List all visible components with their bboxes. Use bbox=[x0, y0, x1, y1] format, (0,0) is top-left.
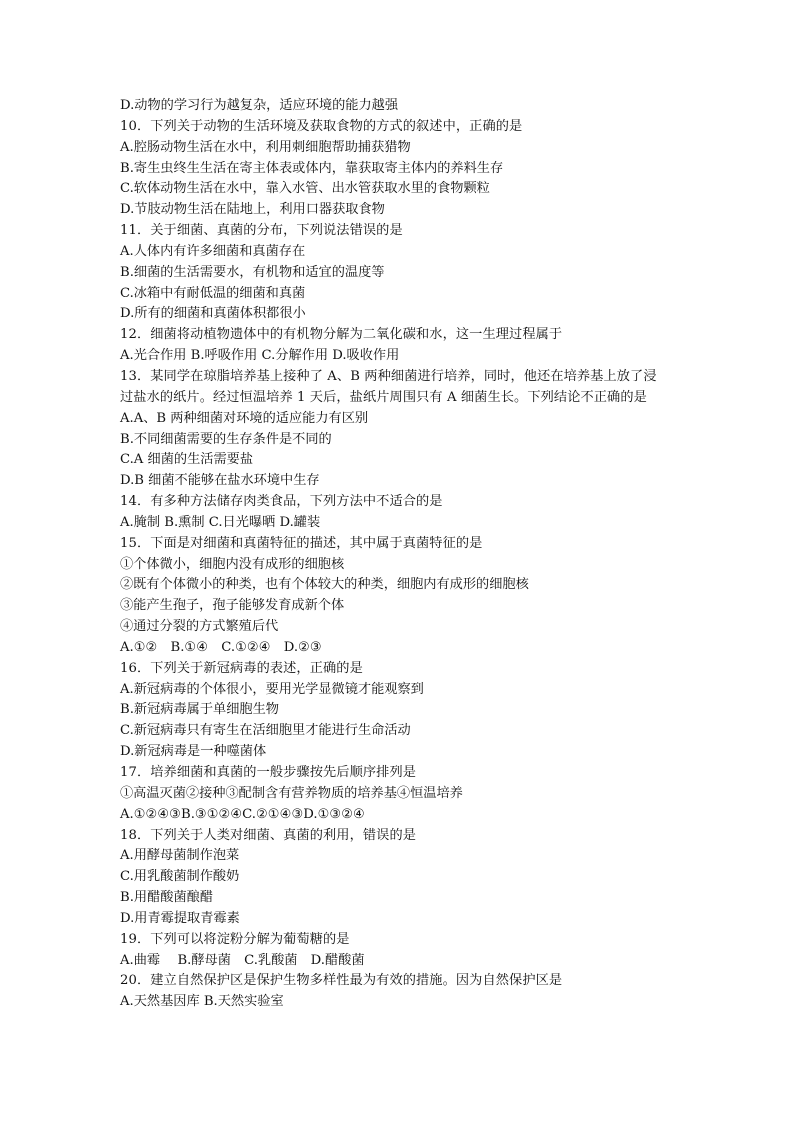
question-13-continued: 过盐水的纸片。经过恒温培养 1 天后，盐纸片周围只有 A 细菌生长。下列结论不正确的是 bbox=[120, 389, 647, 405]
question-19: 19．下列可以将淀粉分解为葡萄糖的是 bbox=[120, 931, 350, 947]
option-line: D.所有的细菌和真菌体积都很小 bbox=[120, 306, 306, 322]
option-line: A.光合作用 B.呼吸作用 C.分解作用 D.吸收作用 bbox=[120, 348, 400, 364]
statement-line: ①高温灭菌②接种③配制含有营养物质的培养基④恒温培养 bbox=[120, 785, 463, 801]
statement-line: ①个体微小，细胞内没有成形的细胞核 bbox=[120, 556, 345, 572]
option-line: B.不同细菌需要的生存条件是不同的 bbox=[120, 431, 332, 447]
option-line: A.①②④③B.③①②④C.②①④③D.①③②④ bbox=[120, 806, 365, 822]
option-line: C.用乳酸菌制作酸奶 bbox=[120, 869, 240, 885]
question-13: 13．某同学在琼脂培养基上接种了 A、B 两种细菌进行培养，同时，他还在培养基上放了浸 bbox=[120, 368, 657, 384]
question-17: 17．培养细菌和真菌的一般步骤按先后顺序排列是 bbox=[120, 765, 417, 780]
question-15: 15．下面是对细菌和真菌特征的描述，其中属于真菌特征的是 bbox=[120, 535, 483, 551]
option-line: B.细菌的生活需要水，有机物和适宜的温度等 bbox=[120, 264, 385, 280]
option-line: A.人体内有许多细菌和真菌存在 bbox=[120, 243, 306, 259]
option-line: C.软体动物生活在水中，靠入水管、出水管获取水里的食物颗粒 bbox=[120, 181, 490, 197]
question-20: 20．建立自然保护区是保护生物多样性最为有效的措施。因为自然保护区是 bbox=[120, 973, 563, 989]
question-18: 18．下列关于人类对细菌、真菌的利用，错误的是 bbox=[120, 827, 417, 843]
option-line: A.天然基因库 B.天然实验室 bbox=[120, 994, 284, 1010]
option-line: B.用醋酸菌酿醋 bbox=[120, 890, 214, 906]
option-line: B.寄生虫终生生活在寄主体表或体内，靠获取寄主体内的养料生存 bbox=[120, 160, 504, 176]
option-line: C.A 细菌的生活需要盐 bbox=[120, 452, 254, 468]
option-line: B.新冠病毒属于单细胞生物 bbox=[120, 702, 279, 718]
statement-line: ③能产生孢子，孢子能够发育成新个体 bbox=[120, 598, 345, 614]
document-page bbox=[120, 96, 680, 1013]
option-line: D.新冠病毒是一种噬菌体 bbox=[120, 744, 267, 760]
question-12: 12．细菌将动植物遗体中的有机物分解为二氧化碳和水，这一生理过程属于 bbox=[120, 327, 563, 343]
option-line: A.腔肠动物生活在水中，利用刺细胞帮助捕获猎物 bbox=[120, 139, 411, 155]
question-10: 10．下列关于动物的生活环境及获取食物的方式的叙述中，正确的是 bbox=[120, 118, 523, 134]
option-line: A.①② B.①④ C.①②④ D.②③ bbox=[120, 639, 322, 655]
option-line: C.冰箱中有耐低温的细菌和真菌 bbox=[120, 285, 306, 301]
option-line: D.B 细菌不能够在盐水环境中生存 bbox=[120, 473, 320, 489]
option-line: A.腌制 B.熏制 C.日光曝晒 D.罐装 bbox=[120, 514, 321, 530]
option-line: A.A、B 两种细菌对环境的适应能力有区别 bbox=[120, 410, 369, 426]
option-line: A.曲霉 B.酵母菌 C.乳酸菌 D.醋酸菌 bbox=[120, 952, 365, 968]
option-line: C.新冠病毒只有寄生在活细胞里才能进行生命活动 bbox=[120, 723, 411, 739]
question-16: 16．下列关于新冠病毒的表述，正确的是 bbox=[120, 660, 363, 676]
option-line: D.动物的学习行为越复杂，适应环境的能力越强 bbox=[120, 98, 399, 113]
question-14: 14．有多种方法储存肉类食品，下列方法中不适合的是 bbox=[120, 494, 443, 510]
option-line: D.用青霉提取青霉素 bbox=[120, 910, 240, 926]
statement-line: ④通过分裂的方式繁殖后代 bbox=[120, 619, 279, 635]
option-line: D.节肢动物生活在陆地上，利用口器获取食物 bbox=[120, 202, 385, 218]
option-line: A.用酵母菌制作泡菜 bbox=[120, 848, 240, 864]
question-11: 11．关于细菌、真菌的分布，下列说法错误的是 bbox=[120, 223, 403, 239]
statement-line: ②既有个体微小的种类，也有个体较大的种类，细胞内有成形的细胞核 bbox=[120, 577, 529, 593]
option-line: A.新冠病毒的个体很小，要用光学显微镜才能观察到 bbox=[120, 681, 424, 697]
